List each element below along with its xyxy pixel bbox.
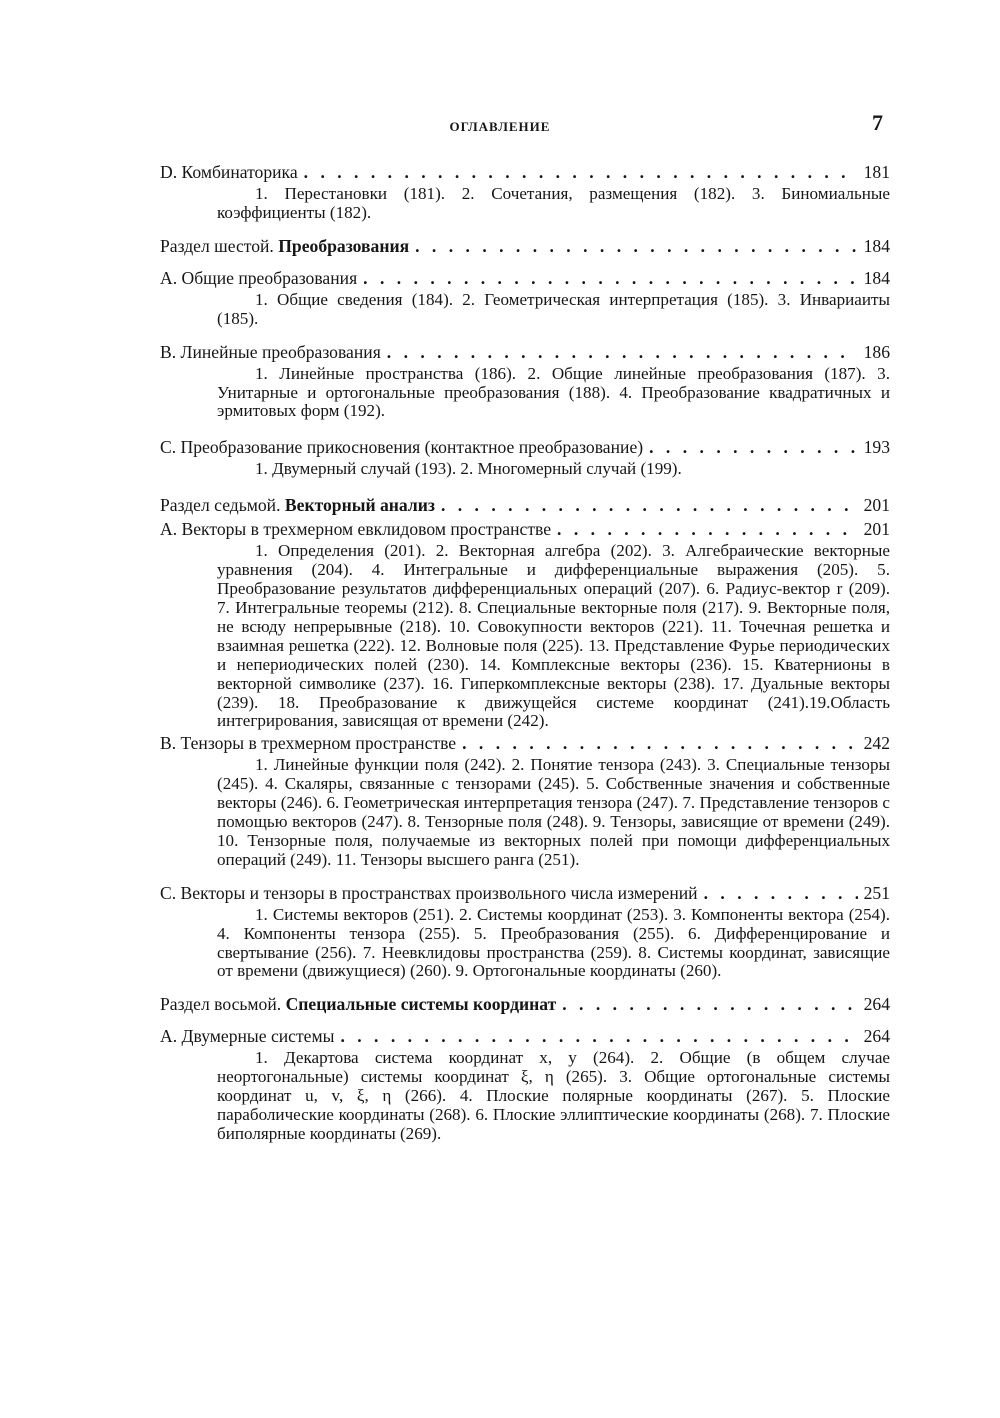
toc-entry-label: C. Преобразование прикосновения (контактное преобразование)	[160, 437, 644, 458]
toc-entry-label: A. Векторы в трехмерном евклидовом пространстве	[160, 519, 552, 540]
dot-leader	[649, 435, 857, 459]
toc-page-number: 201	[863, 519, 890, 540]
toc-entry	[160, 517, 890, 541]
toc-section-heading	[160, 992, 890, 1016]
dot-leader	[704, 881, 858, 905]
page-number: 7	[872, 110, 883, 135]
toc-page-number: 201	[863, 495, 890, 516]
toc-page-number: 251	[863, 882, 890, 903]
table-of-contents	[160, 160, 890, 1144]
section-title: Преобразования	[278, 235, 410, 256]
toc-entry-description: 1. Линейные функции поля (242). 2. Понятие тензора (243). 3. Специальные тензоры (245). 4. Скаляры, связанные с тензорами (245). 5. Собственные значения и собственные векторы (246). 6. Геометрическая интерпретация тензора (247). 7. Представление тензоров с помощью векторов (247). 8. Тензорные поля (248). 9. Тензоры, зависящие от времени (249). 10. Тензорные поля, получаемые из векторных полей при помощи дифференциальных операций (249). 11. Тензоры высшего ранга (251).	[217, 755, 890, 869]
dot-leader	[441, 493, 858, 517]
toc-entry-label: B. Линейные преобразования	[160, 341, 381, 362]
toc-entry	[160, 340, 890, 364]
toc-section-heading	[160, 493, 890, 517]
toc-page-number: 184	[863, 235, 890, 256]
toc-entry-label: B. Тензоры в трехмерном пространстве	[160, 733, 457, 754]
toc-entry-label: D. Комбинаторика	[160, 162, 298, 182]
dot-leader	[462, 731, 857, 755]
toc-entry-label: A. Двумерные системы	[160, 1026, 335, 1047]
toc-entry	[160, 731, 890, 755]
dot-leader	[363, 266, 857, 290]
dot-leader	[562, 992, 857, 1016]
toc-entry	[160, 160, 890, 184]
dot-leader	[415, 234, 857, 258]
running-header-title: ОГЛАВЛЕНИЕ	[449, 119, 551, 134]
dot-leader	[387, 340, 858, 364]
toc-entry	[160, 266, 890, 290]
toc-entry-description: 1. Определения (201). 2. Векторная алгебра (202). 3. Алгебраические векторные уравнения (204). 4. Интегральные и дифференциальные выражения (205). 5. Преобразование результатов дифференциальных операций (207). 6. Радиус-вектор r (209). 7. Интегральные теоремы (212). 8. Специальные векторные поля (217). 9. Векторные поля, не всюду непрерывные (218). 10. Совокупности векторов (221). 11. Точечная решетка и взаимная решетка (222). 12. Волновые поля (225). 13. Представление Фурье периодических и непериодических полей (230). 14. Комплексные векторы (236). 15. Кватернионы в векторной символике (237). 16. Гиперкомплексные векторы (238). 17. Дуальные векторы (239). 18. Преобразование к движущейся системе координат (241).19.Область интегрирования, зависящая от времени (242).	[217, 541, 890, 731]
toc-entry	[160, 1024, 890, 1048]
toc-entry	[160, 881, 890, 905]
section-prefix: Раздел седьмой.	[160, 495, 281, 516]
dot-leader	[304, 160, 858, 184]
toc-entry-description: 1. Декартова система координат x, y (264). 2. Общие (в общем случае неортогональные) системы координат ξ, η (265). 3. Общие ортогональные системы координат u, v, ξ, η (266). 4. Плоские полярные координаты (267). 5. Плоские параболические координаты (268). 6. Плоские эллиптические координаты (268). 7. Плоские биполярные координаты (269).	[217, 1048, 890, 1143]
section-title: Векторный анализ	[284, 495, 435, 516]
dot-leader	[557, 517, 858, 541]
toc-page-number: 184	[863, 267, 890, 288]
toc-entry-label: C. Векторы и тензоры в пространствах произвольного числа измерений	[160, 882, 698, 903]
section-heading-label	[160, 992, 556, 1016]
dot-leader	[340, 1024, 857, 1048]
section-prefix: Раздел шестой.	[160, 235, 274, 256]
toc-page-number: 264	[863, 994, 890, 1015]
toc-page-number: 193	[863, 437, 890, 458]
section-prefix: Раздел восьмой.	[160, 994, 282, 1015]
toc-page-number: 242	[863, 733, 890, 754]
section-title: Специальные системы координат	[285, 994, 557, 1015]
toc-entry-label: A. Общие преобразования	[160, 267, 358, 288]
toc-entry-description: 1. Общие сведения (184). 2. Геометрическая интерпретация (185). 3. Инвариаиты (185).	[217, 289, 890, 328]
toc-entry	[160, 435, 890, 459]
toc-entry-description: 1. Двумерный случай (193). 2. Многомерный случай (199).	[255, 459, 682, 479]
toc-page-number: 181	[863, 162, 890, 182]
toc-page-number: 264	[863, 1026, 890, 1047]
toc-page-number: 186	[863, 341, 890, 362]
toc-entry-description: 1. Линейные пространства (186). 2. Общие линейные преобразования (187). 3. Унитарные и ортогональные преобразования (188). 4. Преобразование квадратичных и эрмитовых форм (192).	[217, 363, 890, 421]
toc-section-heading	[160, 234, 890, 258]
toc-entry-description: 1. Системы векторов (251). 2. Системы координат (253). 3. Компоненты вектора (254). 4. Компоненты тензора (255). 5. Преобразования (255). 6. Дифференцирование и свертывание (256). 7. Неевклидовы пространства (259). 8. Системы координат, зависящие от времени (движущиеся) (260). 9. Ортогональные координаты (260).	[217, 904, 890, 981]
section-heading-label	[160, 234, 409, 258]
toc-entry-description: 1. Перестановки (181). 2. Сочетания, размещения (182). 3. Биномиальные коэффициенты (182).	[217, 184, 890, 222]
section-heading-label	[160, 493, 435, 517]
